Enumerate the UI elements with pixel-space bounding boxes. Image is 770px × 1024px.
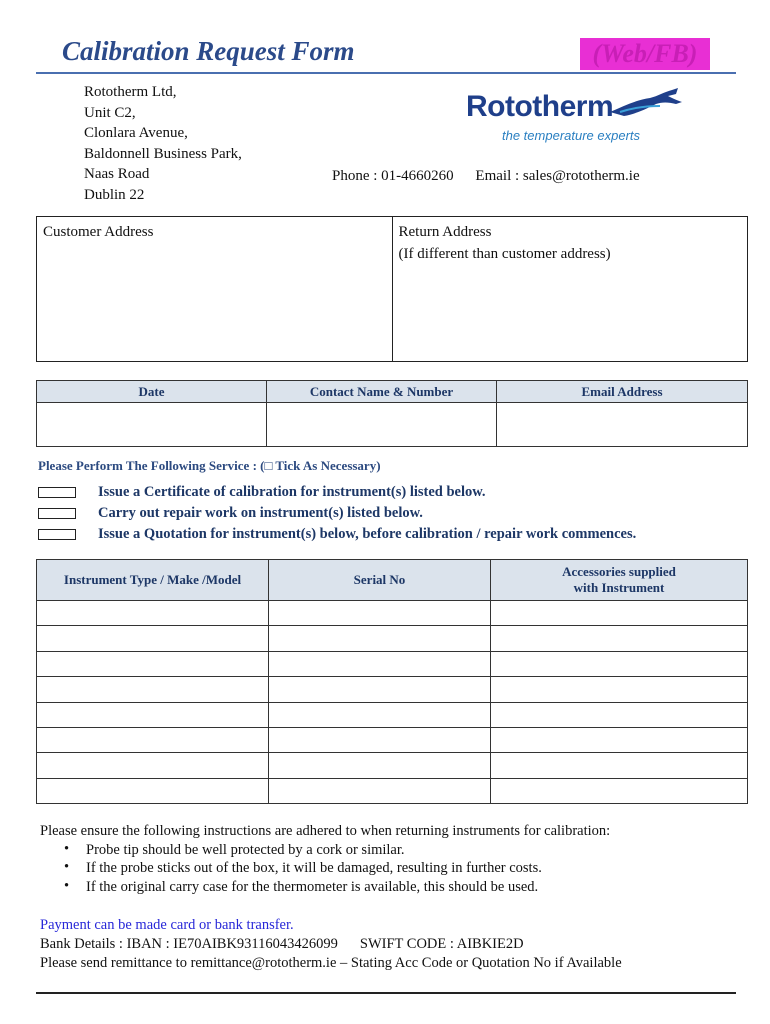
return-address-field[interactable] [392, 217, 748, 361]
logo-wordmark: Rototherm [466, 90, 614, 123]
contact-table [36, 380, 748, 447]
serial-no-header: Serial No [269, 560, 491, 601]
address-line: Rototherm Ltd, [84, 84, 177, 100]
serial-cell[interactable] [269, 727, 491, 752]
greyhound-icon [606, 86, 686, 120]
table-row [37, 753, 748, 778]
instructions [40, 822, 610, 896]
table-row [37, 727, 748, 752]
instrument-cell[interactable] [37, 626, 269, 651]
serial-cell[interactable] [269, 702, 491, 727]
bank-details: Bank Details : IBAN : IE70AIBK93116043426099 [40, 936, 338, 952]
rototherm-logo [466, 86, 686, 148]
address-line: Naas Road [84, 166, 150, 182]
service-options [38, 482, 636, 545]
accessories-cell[interactable] [491, 778, 748, 803]
accessories-cell[interactable] [491, 702, 748, 727]
table-row [37, 626, 748, 651]
serial-cell[interactable] [269, 651, 491, 676]
table-row [37, 403, 748, 447]
instrument-cell[interactable] [37, 778, 269, 803]
serial-cell[interactable] [269, 626, 491, 651]
table-row [37, 651, 748, 676]
instrument-cell[interactable] [37, 677, 269, 702]
accessories-cell[interactable] [491, 651, 748, 676]
address-line: Baldonnell Business Park, [84, 145, 242, 162]
option-quotation [38, 524, 636, 545]
accessories-header [491, 560, 748, 601]
date-header: Date [37, 381, 267, 403]
email-address: Email : sales@rototherm.ie [475, 168, 640, 184]
instrument-cell[interactable] [37, 651, 269, 676]
instrument-type-header: Instrument Type / Make /Model [37, 560, 269, 601]
accessories-header-line2: with Instrument [573, 580, 665, 595]
email-header: Email Address [497, 381, 748, 403]
serial-cell[interactable] [269, 778, 491, 803]
option-repair [38, 503, 636, 524]
contact-line [332, 168, 640, 185]
serial-cell[interactable] [269, 601, 491, 626]
bank-details-line [40, 935, 622, 954]
repair-checkbox[interactable] [38, 508, 76, 519]
customer-address-label: Customer Address [43, 224, 154, 240]
payment-note: Payment can be made card or bank transfer. [40, 917, 294, 933]
instrument-cell[interactable] [37, 702, 269, 727]
swift-code: SWIFT CODE : AIBKIE2D [359, 936, 524, 952]
bottom-divider [36, 992, 736, 994]
address-line: Dublin 22 [84, 186, 145, 203]
contact-field[interactable] [267, 403, 497, 447]
title-divider [36, 72, 736, 74]
table-row [37, 778, 748, 803]
instructions-intro: Please ensure the following instructions are adhered to when returning instruments for calibration: [40, 823, 611, 839]
instrument-table [36, 559, 748, 804]
address-line: Unit C2, [84, 104, 136, 121]
instrument-cell[interactable] [37, 601, 269, 626]
accessories-cell[interactable] [491, 626, 748, 651]
contact-header: Contact Name & Number [267, 381, 497, 403]
table-row [37, 601, 748, 626]
customer-address-field[interactable] [37, 217, 392, 361]
serial-cell[interactable] [269, 677, 491, 702]
table-row [37, 702, 748, 727]
address-line: Clonlara Avenue, [84, 125, 188, 141]
service-heading: Please Perform The Following Service : (□ Tick As Necessary) [38, 458, 381, 473]
option-label: Issue a Quotation for instrument(s) below, before calibration / repair work commences. [98, 526, 637, 542]
email-field[interactable] [497, 403, 748, 447]
accessories-cell[interactable] [491, 677, 748, 702]
option-certificate [38, 482, 636, 503]
web-fb-badge: (Web/FB) [580, 38, 710, 70]
return-address-label: Return Address [398, 224, 492, 240]
payment-info [40, 916, 622, 973]
phone-number: Phone : 01-4660260 [332, 168, 454, 184]
accessories-cell[interactable] [491, 727, 748, 752]
list-item: • If the probe sticks out of the box, it will be damaged, resulting in further costs. [62, 859, 610, 878]
address-box [36, 216, 748, 362]
accessories-cell[interactable] [491, 753, 748, 778]
option-label: Carry out repair work on instrument(s) listed below. [98, 505, 423, 521]
option-label: Issue a Certificate of calibration for instrument(s) listed below. [98, 484, 486, 500]
list-item: • If the original carry case for the thermometer is available, this should be used. [62, 878, 610, 897]
date-field[interactable] [37, 403, 267, 447]
instrument-cell[interactable] [37, 753, 269, 778]
accessories-header-line1: Accessories supplied [562, 564, 676, 579]
quotation-checkbox[interactable] [38, 529, 76, 540]
remittance-note: Please send remittance to remittance@rototherm.ie – Stating Acc Code or Quotation No if Available [40, 955, 622, 971]
instrument-cell[interactable] [37, 727, 269, 752]
certificate-checkbox[interactable] [38, 487, 76, 498]
form-title: Calibration Request Form [62, 36, 355, 66]
return-address-note: (If different than customer address) [398, 246, 611, 262]
instructions-list [62, 841, 610, 897]
accessories-cell[interactable] [491, 601, 748, 626]
logo-tagline: the temperature experts [502, 128, 641, 143]
list-item: • Probe tip should be well protected by a cork or similar. [62, 841, 610, 860]
company-address [84, 82, 242, 205]
table-row [37, 677, 748, 702]
serial-cell[interactable] [269, 753, 491, 778]
